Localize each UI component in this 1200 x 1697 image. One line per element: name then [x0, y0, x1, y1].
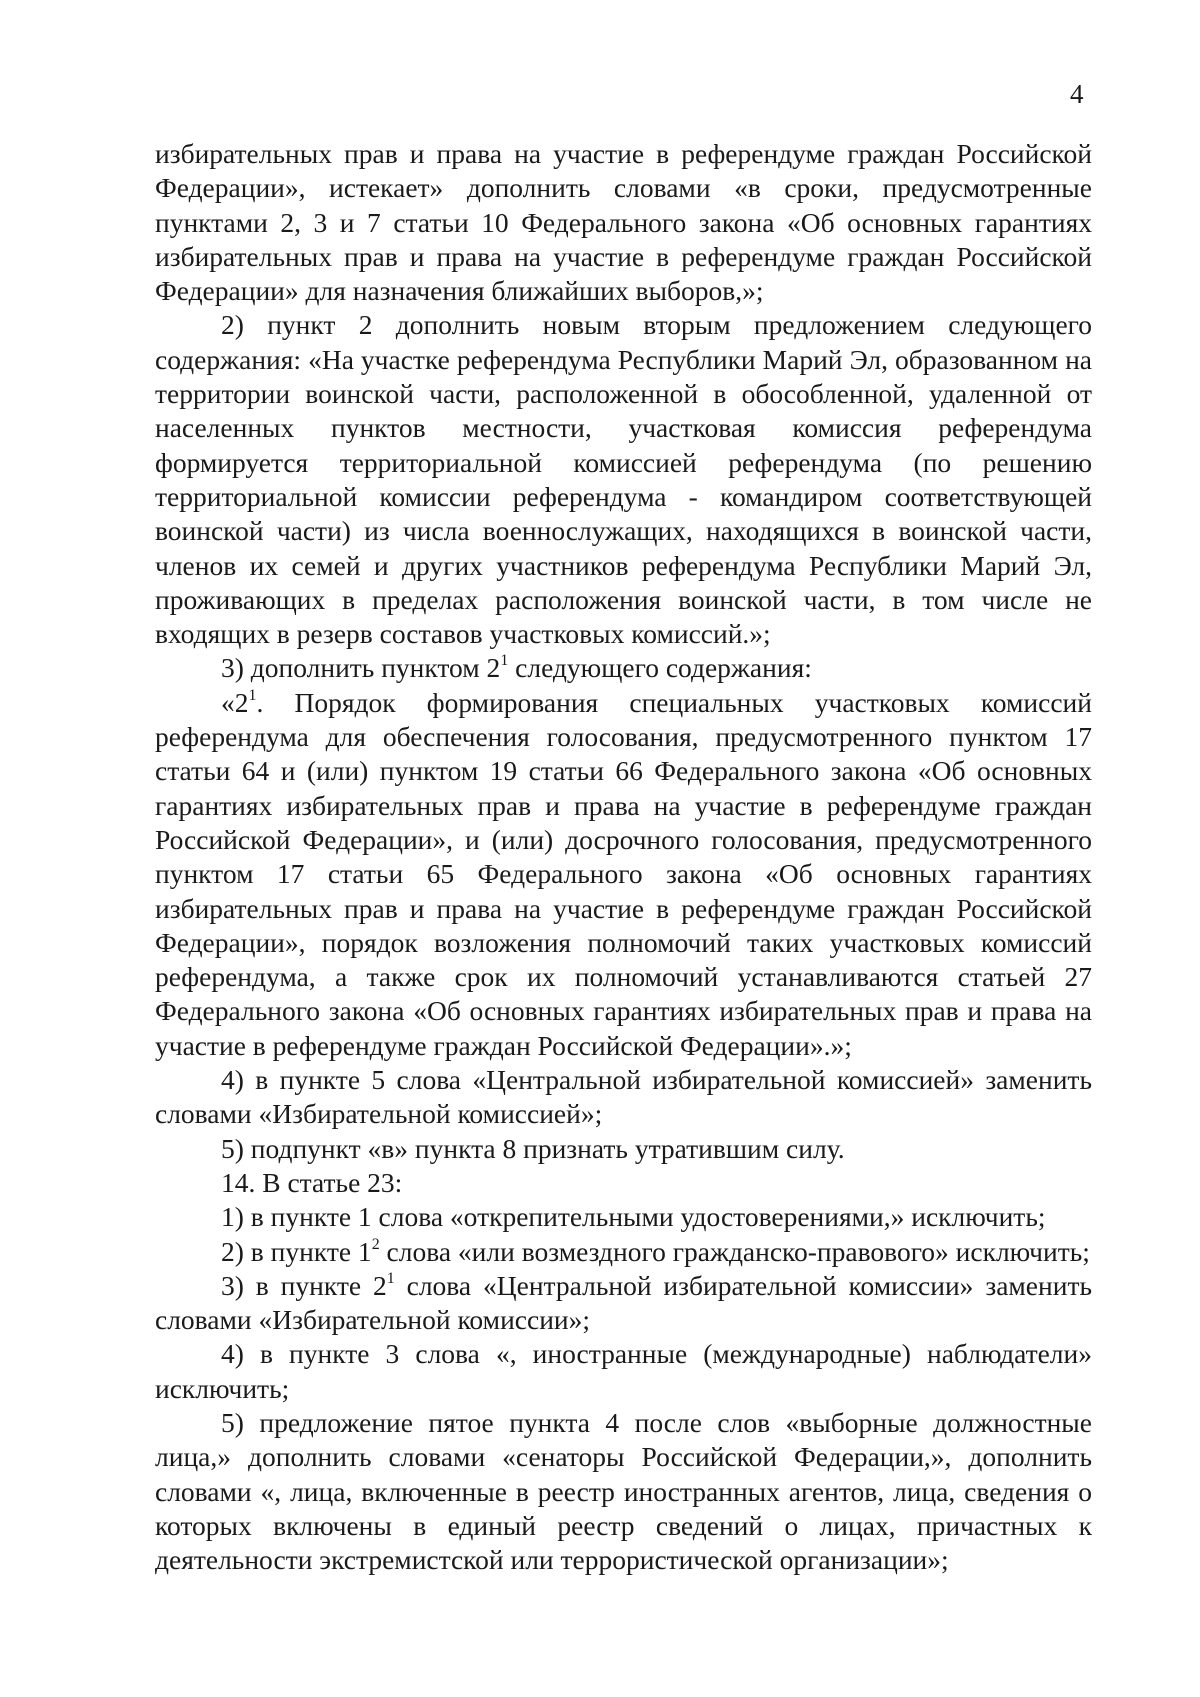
paragraph-item-4: 4) в пункте 5 слова «Центральной избирательной комиссией» заменить словами «Избирательной комиссией»;	[155, 1064, 1092, 1130]
superscript: 1	[386, 1269, 395, 1287]
paragraph-continuation: избирательных прав и права на участие в референдуме граждан Российской Федерации», истекает» дополнить словами «в сроки, предусмотренные пунктами 2, 3 и 7 статьи 10 Федерального закона «Об основных гарантиях избирательных прав и права на участие в референдуме граждан Российской Федерации» для назначения ближайших выборов,»;	[155, 138, 1092, 307]
paragraph-item-3	[155, 651, 1092, 685]
paragraph-article-item-3	[155, 1269, 1092, 1338]
paragraph-item-2: 2) пункт 2 дополнить новым вторым предложением следующего содержания: «На участке референдума Республики Марий Эл, образованном на территории воинской части, расположенной в обособленной, удаленной от населенных пунктов местности, участковая комиссия референдума формируется территориальной комиссией референдума (по решению территориальной комиссии референдума - командиром соответствующей воинской части) из числа военнослужащих, находящихся в воинской части, членов их семей и других участников референдума Республики Марий Эл, проживающих в пределах расположения воинской части, в том числе не входящих в резерв составов участковых комиссий.»;	[155, 309, 1092, 650]
paragraph-article-item-5: 5) предложение пятое пункта 4 после слов «выборные должностные лица,» дополнить словами «сенаторы Российской Федерации,», дополнить словами «, лица, включенные в реестр иностранных агентов, лица, сведения о которых включены в единый реестр сведений о лицах, причастных к деятельности экстремистской или террористической организации»;	[155, 1406, 1092, 1576]
page-number: 4	[1070, 79, 1084, 109]
paragraph-article-item-1: 1) в пункте 1 слова «открепительными удостоверениями,» исключить;	[221, 1201, 1046, 1233]
text-fragment: слова «или возмездного гражданско-правового» исключить;	[386, 1235, 1090, 1267]
text-fragment: слова «Центральной избирательной комиссии» заменить словами «Избирательной комиссии»;	[155, 1269, 1092, 1336]
text-fragment: «2	[221, 686, 249, 718]
paragraph-article-item-4: 4) в пункте 3 слова «, иностранные (международные) наблюдатели» исключить;	[155, 1338, 1092, 1404]
text-fragment: следующего содержания:	[515, 652, 812, 684]
superscript: 1	[500, 652, 509, 670]
paragraph-item-5: 5) подпункт «в» пункта 8 признать утратившим силу.	[221, 1132, 845, 1164]
text-fragment: 2) в пункте 1	[221, 1235, 372, 1267]
document-body	[155, 137, 1092, 1577]
paragraph-article-heading: 14. В статье 23:	[221, 1166, 403, 1198]
paragraph-article-item-2	[155, 1235, 1092, 1269]
text-fragment: . Порядок формирования специальных участковых комиссий референдума для обеспечения голосования, предусмотренного пунктом 17 статьи 64 и (или) пунктом 19 статьи 66 Федерального закона «Об основных гарантиях избирательных прав и права на участие в референдуме граждан Российской Федерации», и (или) досрочного голосования, предусмотренного пунктом 17 статьи 65 Федерального закона «Об основных гарантиях избирательных прав и права на участие в референдуме граждан Российской Федерации», порядок возложения полномочий таких участковых комиссий референдума, а также срок их полномочий устанавливаются статьей 27 Федерального закона «Об основных гарантиях избирательных прав и права на участие в референдуме граждан Российской Федерации».»;	[155, 686, 1092, 1061]
paragraph-new-point	[155, 686, 1092, 1063]
text-fragment: 3) в пункте 2	[221, 1269, 387, 1301]
superscript: 2	[371, 1235, 380, 1253]
text-fragment: 3) дополнить пунктом 2	[221, 652, 501, 684]
superscript: 1	[248, 686, 257, 704]
